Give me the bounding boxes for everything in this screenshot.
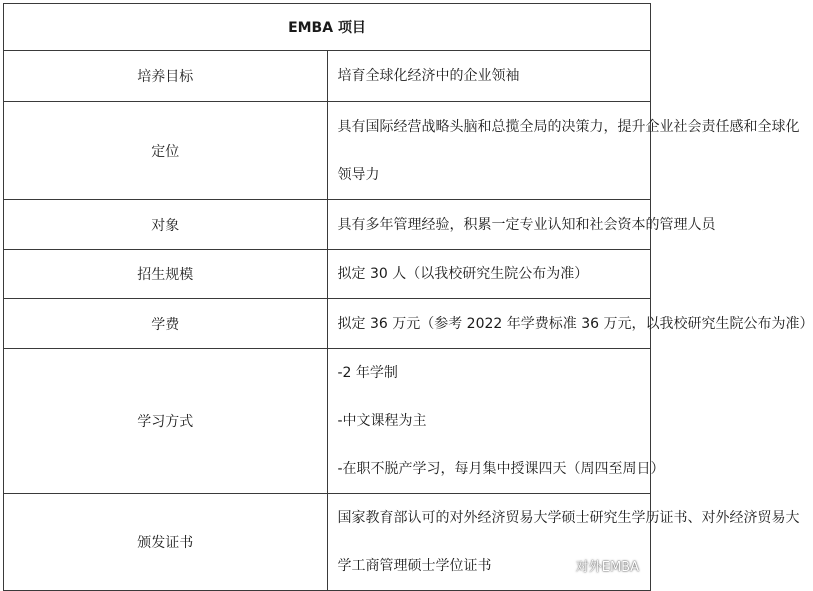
row-value: [327, 250, 651, 299]
row-label: 定位: [4, 102, 328, 200]
watermark-text: 对外EMBA: [575, 560, 639, 575]
row-value: [327, 102, 800, 200]
emba-program-table: [3, 3, 813, 591]
value-line: 培育全球化经济中的企业领袖: [337, 68, 520, 84]
row-label: 培养目标: [4, 51, 328, 102]
row-value: [327, 200, 716, 250]
table-row: [4, 250, 651, 299]
value-line: 拟定 36 万元（参考 2022 年学费标准 36 万元，以我校研究生院公布为准）: [337, 315, 813, 332]
table-row: [4, 494, 651, 591]
row-label: 学费: [4, 299, 328, 349]
value-line: 学工商管理硕士学位证书: [337, 558, 492, 574]
table-row: [4, 349, 651, 494]
row-value: [327, 349, 665, 494]
value-line: 领导力: [337, 166, 380, 183]
table-row: [4, 102, 651, 200]
value-line: 具有国际经营战略头脑和总揽全局的决策力，提升企业社会责任感和全球化: [337, 118, 800, 135]
table-row: [4, 200, 651, 250]
value-line: 具有多年管理经验，积累一定专业认知和社会资本的管理人员: [337, 216, 716, 233]
row-label: 对象: [4, 200, 328, 250]
row-value: [327, 51, 651, 102]
table-title: EMBA 项目: [4, 4, 651, 51]
row-label: 招生规模: [4, 250, 328, 299]
table-row: [4, 299, 651, 349]
value-line: -在职不脱产学习，每月集中授课四天（周四至周日）: [337, 461, 665, 477]
value-line: 国家教育部认可的对外经济贸易大学硕士研究生学历证书、对外经济贸易大: [337, 510, 800, 526]
value-line: -中文课程为主: [337, 413, 427, 429]
row-label: 学习方式: [4, 349, 328, 494]
value-line: 拟定 30 人（以我校研究生院公布为准）: [337, 266, 589, 282]
wechat-icon: [552, 557, 572, 575]
row-label: 颁发证书: [4, 494, 328, 591]
row-value: [327, 494, 800, 591]
table-row: [4, 51, 651, 102]
watermark: [552, 556, 639, 575]
value-line: -2 年学制: [337, 365, 398, 381]
row-value: [327, 299, 813, 349]
